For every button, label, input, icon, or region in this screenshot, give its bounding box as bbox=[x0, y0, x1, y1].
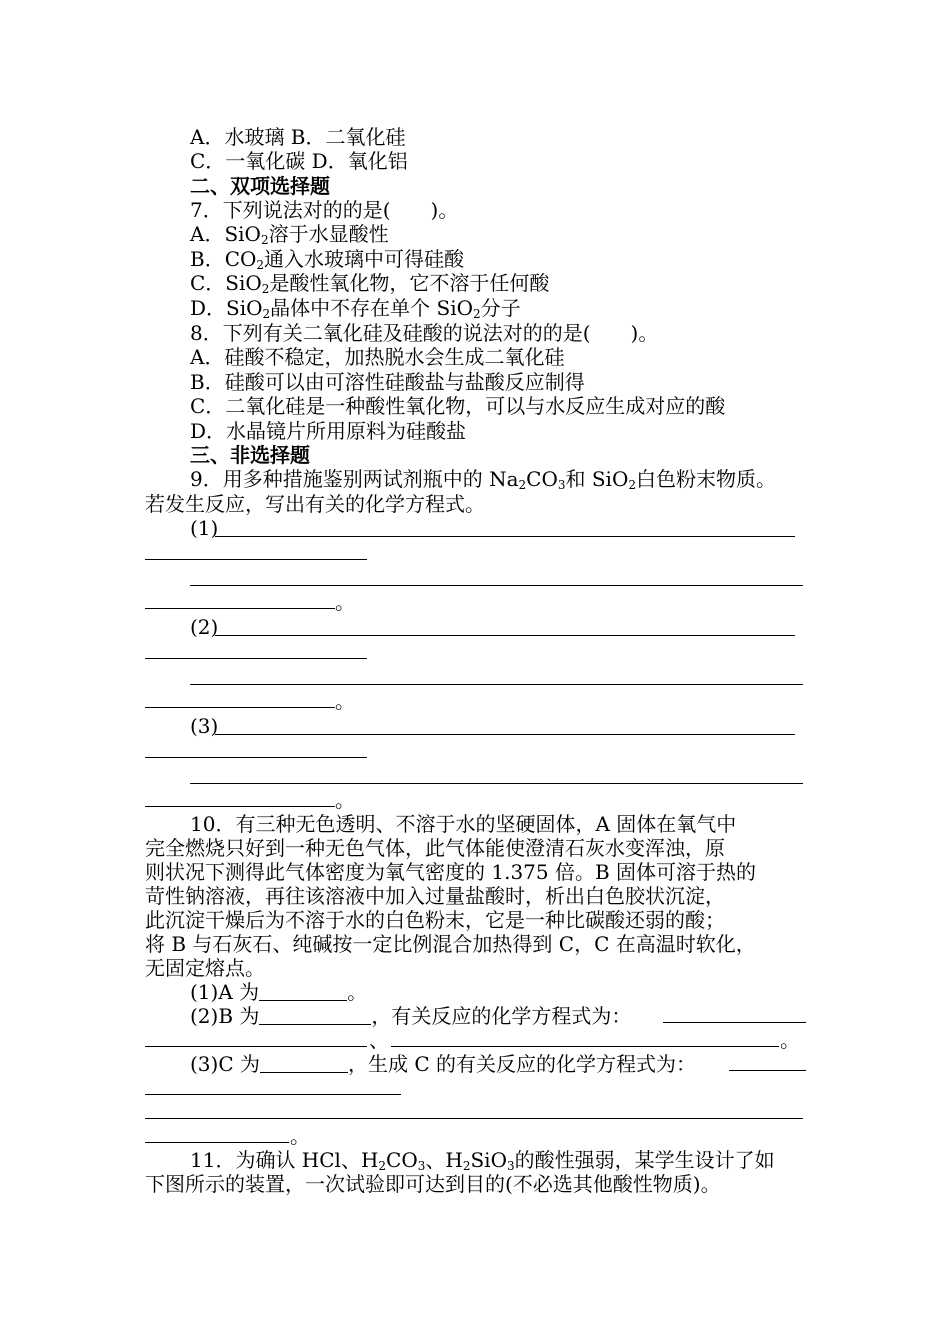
q8-option-a: A．硅酸不稳定，加热脱水会生成二氧化硅 bbox=[190, 345, 565, 369]
q7-a-pre: A．SiO bbox=[190, 222, 261, 246]
q9-l1-s2: 3 bbox=[557, 478, 566, 492]
q9-part-2-answer-blank-3[interactable] bbox=[190, 684, 803, 685]
q9-l1-b: CO bbox=[526, 467, 558, 491]
q9-part-3-answer-blank-3[interactable] bbox=[190, 783, 803, 784]
q8-option-d: D．水晶镜片所用原料为硅酸盐 bbox=[190, 419, 467, 443]
q7-a-post: 溶于水显酸性 bbox=[268, 222, 389, 246]
section-heading-non-choice: 三、非选择题 bbox=[190, 443, 310, 467]
q7-b-post: 通入水玻璃中可得硅酸 bbox=[264, 247, 465, 271]
q7-option-d bbox=[190, 296, 521, 320]
q8-option-c: C．二氧化硅是一种酸性氧化物，可以与水反应生成对应的酸 bbox=[190, 394, 726, 418]
q11-l1-c: 、H bbox=[425, 1148, 463, 1172]
q9-l1-a: 9．用多种措施鉴别两试剂瓶中的 Na bbox=[190, 467, 519, 491]
q10-sub-3 bbox=[190, 1052, 696, 1076]
q11-stem-line-1 bbox=[190, 1148, 775, 1172]
q9-part-3-answer-blank-1[interactable] bbox=[215, 734, 795, 735]
q9-part-1-answer-blank-2[interactable] bbox=[145, 559, 367, 560]
q6-options-line-2: C．一氧化碳 D．氧化铝 bbox=[190, 149, 408, 173]
q10-s2-separator: 、 bbox=[369, 1028, 389, 1052]
q9-part-1-answer-blank-1[interactable] bbox=[215, 536, 795, 537]
q7-b-sub: 2 bbox=[256, 258, 265, 272]
q7-d-sub2: 2 bbox=[473, 307, 481, 321]
q10-stem-line-6: 将 B 与石灰石、纯碱按一定比例混合加热得到 C，C 在高温时软化， bbox=[145, 932, 756, 956]
q10-s2-label: (2)B 为 bbox=[190, 1004, 260, 1028]
section-heading-double-choice: 二、双项选择题 bbox=[190, 174, 330, 198]
q10-s3-answer-blank-5[interactable] bbox=[145, 1142, 289, 1143]
q7-a-sub: 2 bbox=[260, 233, 269, 247]
q10-s3-answer-blank-1[interactable] bbox=[260, 1054, 348, 1073]
q9-part-2-label: (2) bbox=[190, 615, 219, 639]
q9-part-2-answer-blank-2[interactable] bbox=[145, 658, 367, 659]
q7-b-pre: B．CO bbox=[190, 247, 257, 271]
q10-sub-1 bbox=[190, 980, 367, 1004]
q10-s1-answer-blank[interactable] bbox=[259, 982, 347, 1001]
q9-part-2-answer-blank-4[interactable] bbox=[145, 707, 335, 708]
q10-s2-end: 。 bbox=[780, 1028, 800, 1052]
q10-s1-end: 。 bbox=[347, 980, 368, 1004]
q10-stem-line-3: 则状况下测得此气体密度为氧气密度的 1.375 倍。B 固体可溶于热的 bbox=[145, 860, 757, 884]
q7-d-post: 分子 bbox=[480, 296, 521, 320]
q9-part-3-answer-blank-2[interactable] bbox=[145, 757, 367, 758]
q10-s2-answer-blank-1[interactable] bbox=[259, 1006, 371, 1025]
q11-l1-e: 的酸性强弱，某学生设计了如 bbox=[514, 1148, 775, 1172]
q11-l1-s3: 2 bbox=[462, 1159, 471, 1173]
q9-part-3-answer-blank-4[interactable] bbox=[145, 806, 335, 807]
q7-d-sub: 2 bbox=[262, 307, 271, 321]
q9-part-3-label: (3) bbox=[190, 714, 219, 738]
q10-sub-2 bbox=[190, 1004, 631, 1028]
q10-s2-answer-blank-3[interactable] bbox=[145, 1046, 367, 1047]
q7-d-mid: 晶体中不存在单个 SiO bbox=[270, 296, 474, 320]
q8-option-b: B．硅酸可以由可溶性硅酸盐与盐酸反应制得 bbox=[190, 370, 585, 394]
q9-part-1-answer-blank-4[interactable] bbox=[145, 608, 335, 609]
q7-c-sub: 2 bbox=[261, 282, 270, 296]
q11-l1-s1: 2 bbox=[378, 1159, 387, 1173]
q7-c-pre: C．SiO bbox=[190, 271, 262, 295]
q11-l1-b: CO bbox=[386, 1148, 418, 1172]
q11-l1-s4: 3 bbox=[506, 1159, 515, 1173]
q7-option-a bbox=[190, 222, 389, 246]
q7-option-c bbox=[190, 271, 549, 295]
q10-s3-answer-blank-3[interactable] bbox=[145, 1094, 401, 1095]
q9-part-2-end: 。 bbox=[335, 689, 355, 713]
q10-stem-line-5: 此沉淀干燥后为不溶于水的白色粉末，它是一种比碳酸还弱的酸； bbox=[145, 908, 725, 932]
q10-s3-end: 。 bbox=[290, 1124, 310, 1148]
q11-l1-a: 11．为确认 HCl、H bbox=[190, 1148, 379, 1172]
q7-d-pre: D．SiO bbox=[190, 296, 263, 320]
q9-part-2-answer-blank-1[interactable] bbox=[215, 635, 795, 636]
q9-stem-line-1 bbox=[190, 467, 776, 491]
q10-s1-label: (1)A 为 bbox=[190, 980, 260, 1004]
q10-s3-prompt: ，生成 C 的有关反应的化学方程式为： bbox=[348, 1052, 697, 1076]
q10-s3-label: (3)C 为 bbox=[190, 1052, 260, 1076]
q9-l1-s1: 2 bbox=[518, 478, 527, 492]
q10-stem-line-2: 完全燃烧只好到一种无色气体，此气体能使澄清石灰水变浑浊，原 bbox=[145, 836, 725, 860]
q8-stem: 8．下列有关二氧化硅及硅酸的说法对的的是( )。 bbox=[190, 321, 659, 345]
q10-stem-line-1: 10．有三种无色透明、不溶于水的坚硬固体，A 固体在氧气中 bbox=[190, 812, 737, 836]
q10-s3-answer-blank-2[interactable] bbox=[729, 1070, 806, 1071]
q10-stem-line-7: 无固定熔点。 bbox=[145, 956, 265, 980]
q9-l1-s3: 2 bbox=[628, 478, 636, 492]
q10-s2-answer-blank-2[interactable] bbox=[663, 1022, 806, 1023]
q10-s2-prompt: ，有关反应的化学方程式为： bbox=[371, 1004, 632, 1028]
q7-c-post: 是酸性氧化物，它不溶于任何酸 bbox=[269, 271, 550, 295]
q10-s3-answer-blank-4[interactable] bbox=[145, 1118, 803, 1119]
q9-stem-line-2: 若发生反应，写出有关的化学方程式。 bbox=[145, 492, 485, 516]
q9-part-1-label: (1) bbox=[190, 516, 219, 540]
q9-l1-d: 白色粉末物质。 bbox=[636, 467, 776, 491]
q11-l1-d: SiO bbox=[470, 1148, 507, 1172]
q11-stem-line-2: 下图所示的装置，一次试验即可达到目的(不必选其他酸性物质)。 bbox=[145, 1172, 721, 1196]
q9-part-3-end: 。 bbox=[335, 788, 355, 812]
q6-options-line-1: A．水玻璃 B．二氧化硅 bbox=[190, 125, 406, 149]
q10-s2-answer-blank-4[interactable] bbox=[391, 1046, 779, 1047]
q9-part-1-end: 。 bbox=[335, 590, 355, 614]
q7-option-b bbox=[190, 247, 464, 271]
q11-l1-s2: 3 bbox=[417, 1159, 426, 1173]
q9-l1-c: 和 SiO bbox=[565, 467, 629, 491]
q10-stem-line-4: 苛性钠溶液，再往该溶液中加入过量盐酸时，析出白色胶状沉淀， bbox=[145, 884, 725, 908]
q9-part-1-answer-blank-3[interactable] bbox=[190, 585, 803, 586]
q7-stem: 7．下列说法对的的是( )。 bbox=[190, 198, 459, 222]
